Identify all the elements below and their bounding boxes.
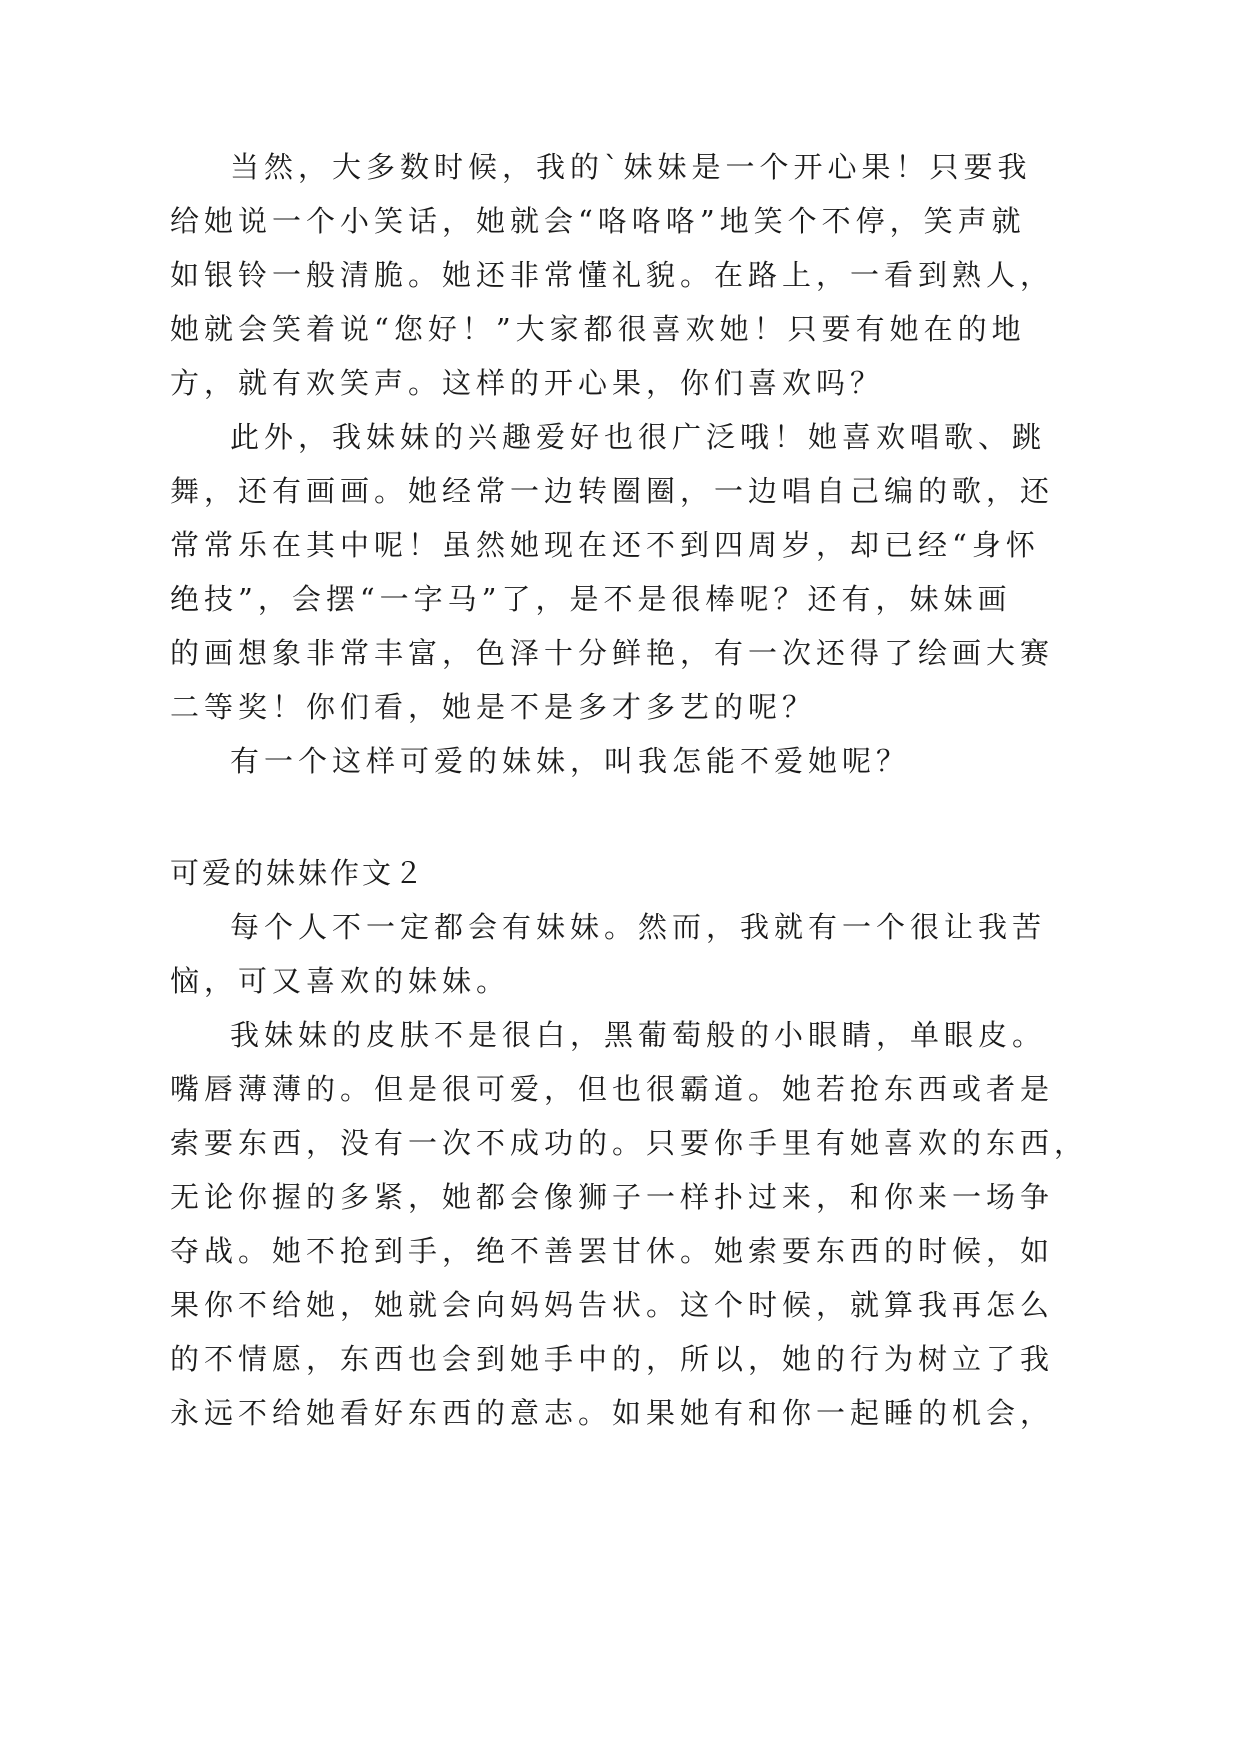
paragraph-line: 她就会笑着说“您好！”大家都很喜欢她！只要有她在的地 (170, 312, 1026, 346)
paragraph-line: 常常乐在其中呢！虽然她现在还不到四周岁，却已经“身怀 (170, 528, 1040, 562)
paragraph-line: 当然，大多数时候，我的`妹妹是一个开心果！只要我 (230, 150, 1032, 184)
paragraph-line: 嘴唇薄薄的。但是很可爱，但也很霸道。她若抢东西或者是 (170, 1072, 1055, 1106)
paragraph-line: 方，就有欢笑声。这样的开心果，你们喜欢吗？ (170, 366, 885, 400)
paragraph-line: 无论你握的多紧，她都会像狮子一样扑过来，和你来一场争 (170, 1180, 1055, 1214)
paragraph-line: 索要东西，没有一次不成功的。只要你手里有她喜欢的东西， (170, 1126, 1089, 1160)
paragraph-line: 给她说一个小笑话，她就会“咯咯咯”地笑个不停，笑声就 (170, 204, 1026, 238)
paragraph-line: 舞，还有画画。她经常一边转圈圈，一边唱自己编的歌，还 (170, 474, 1055, 508)
paragraph-line: 二等奖！你们看，她是不是多才多艺的呢？ (170, 690, 817, 724)
paragraph-line: 永远不给她看好东西的意志。如果她有和你一起睡的机会， (170, 1396, 1055, 1430)
paragraph-line: 每个人不一定都会有妹妹。然而，我就有一个很让我苦 (230, 910, 1047, 944)
paragraph-line: 的画想象非常丰富，色泽十分鲜艳，有一次还得了绘画大赛 (170, 636, 1055, 670)
paragraph-line: 绝技”，会摆“一字马”了，是不是很棒呢？还有，妹妹画 (170, 582, 1012, 616)
paragraph-line: 果你不给她，她就会向妈妈告状。这个时候，就算我再怎么 (170, 1288, 1055, 1322)
paragraph-line: 如银铃一般清脆。她还非常懂礼貌。在路上，一看到熟人， (170, 258, 1055, 292)
paragraph-line: 我妹妹的皮肤不是很白，黑葡萄般的小眼睛，单眼皮。 (230, 1018, 1047, 1052)
paragraph-line: 恼，可又喜欢的妹妹。 (170, 964, 511, 998)
paragraph-line: 夺战。她不抢到手，绝不善罢甘休。她索要东西的时候，如 (170, 1234, 1055, 1268)
paragraph-line: 有一个这样可爱的妹妹，叫我怎能不爱她呢？ (230, 744, 911, 778)
paragraph-line: 此外，我妹妹的兴趣爱好也很广泛哦！她喜欢唱歌、跳 (230, 420, 1047, 454)
paragraph-line: 的不情愿，东西也会到她手中的，所以，她的行为树立了我 (170, 1342, 1055, 1376)
essay-title: 可爱的妹妹作文２ (170, 856, 427, 890)
